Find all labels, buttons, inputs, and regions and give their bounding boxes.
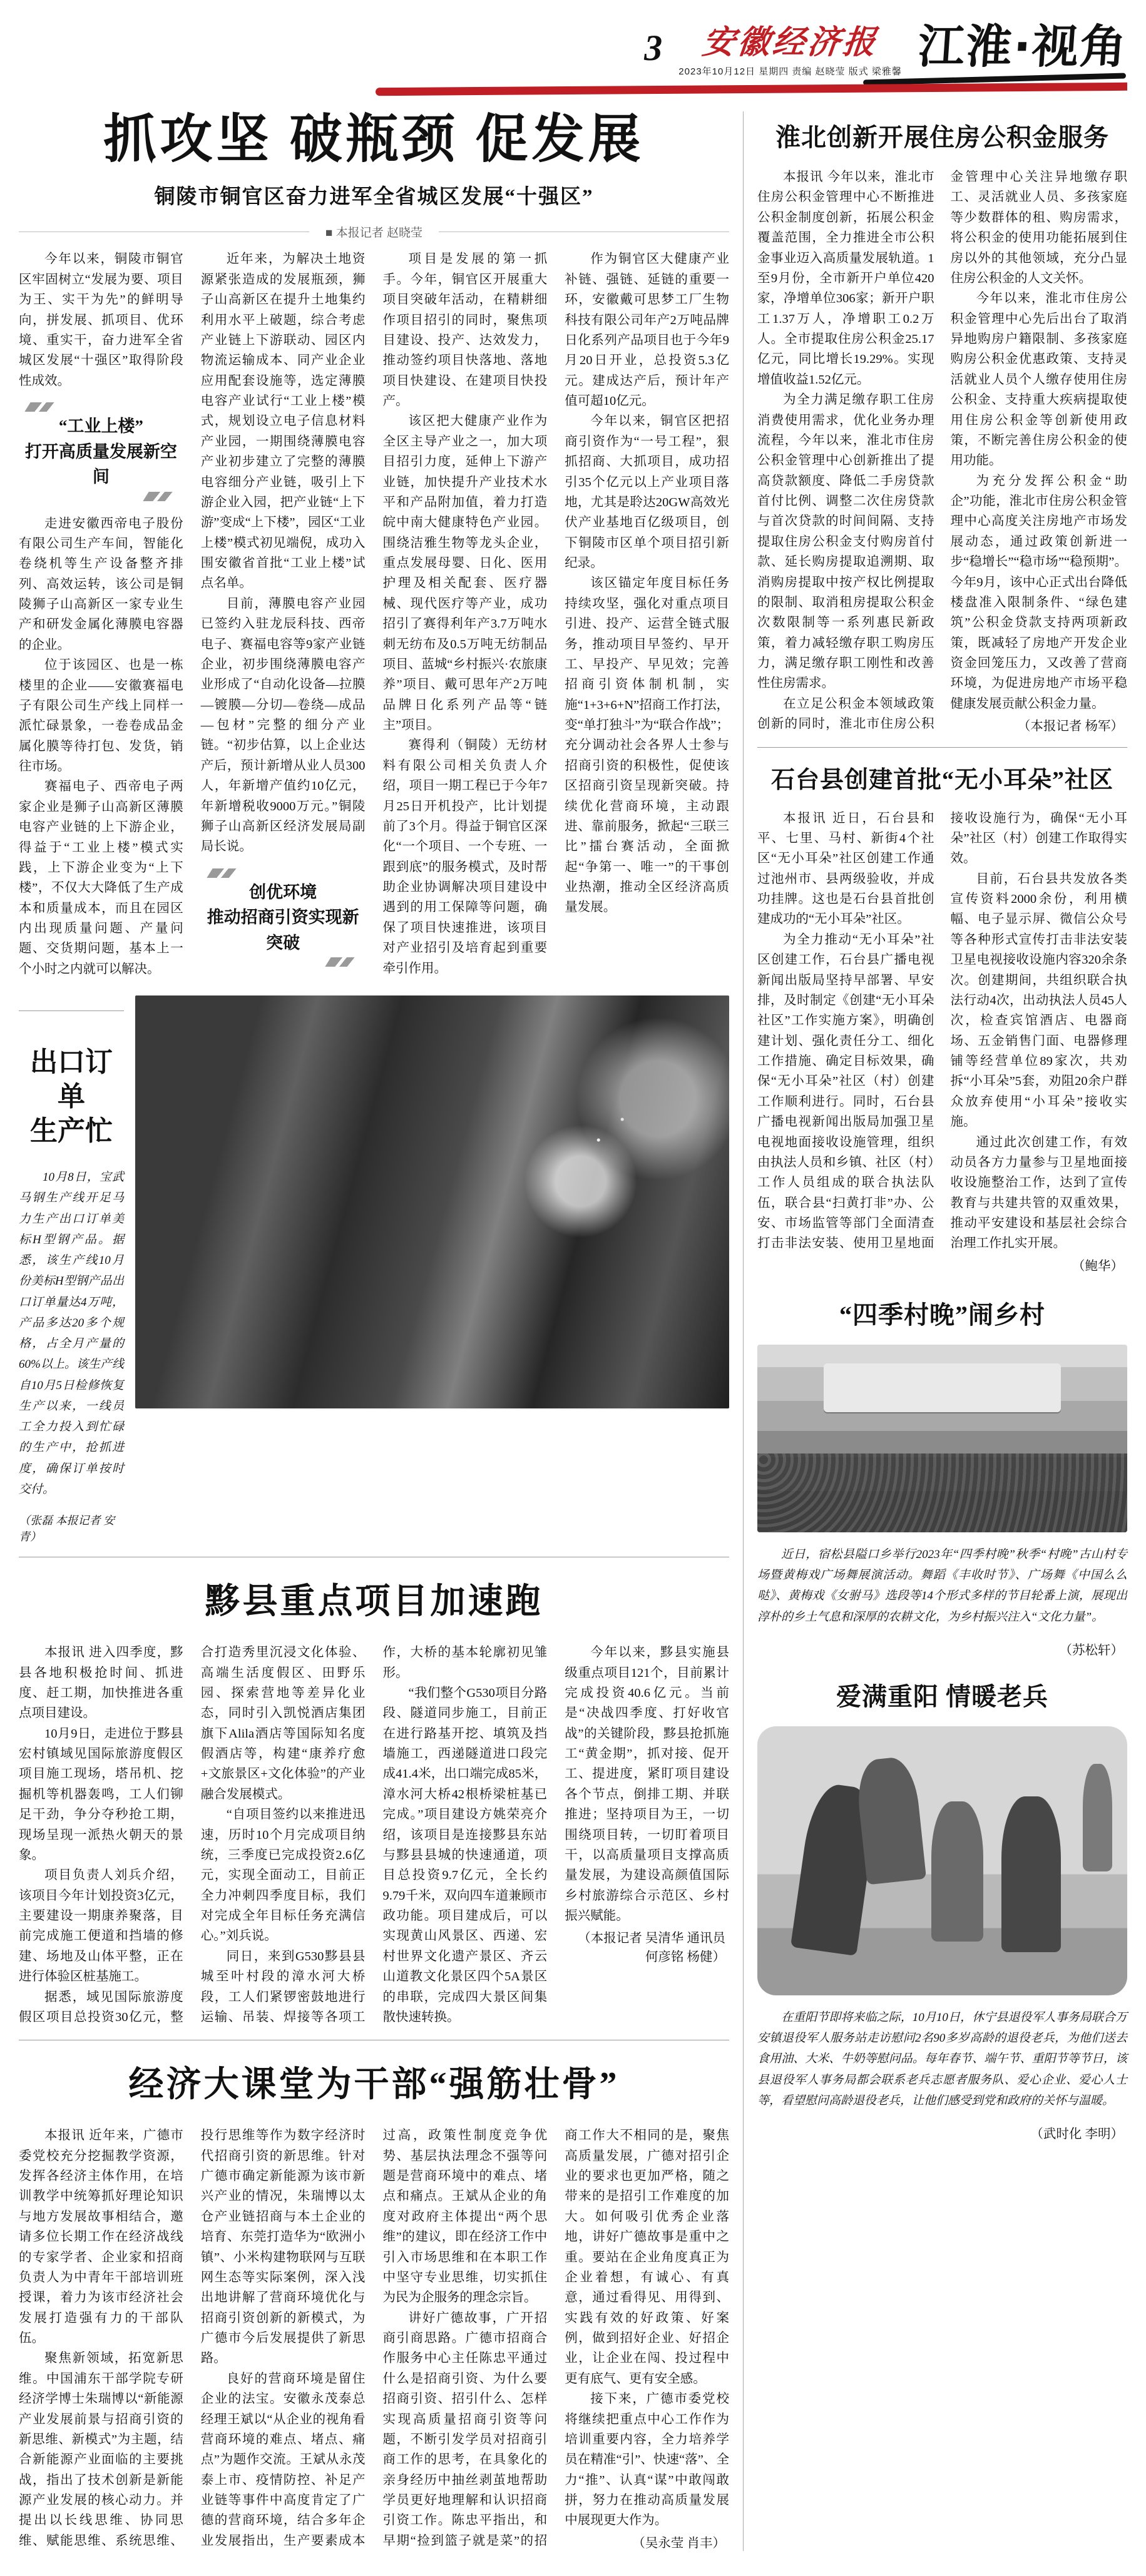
body-paragraph: 作为铜官区大健康产业补链、强链、延链的重要一环，安徽戴可思梦工厂生物科技有限公司年产2万吨品牌日化系列产品项目也于今年9月20日开业，总投资5.3亿元。建成达产后，预计年产值可超10亿元。 xyxy=(565,252,729,409)
chongyang-caption: 在重阳节即将来临之际，10月10日，休宁县退役军人事务局联合万安镇退役军人服务站走访慰问2名90多岁高龄的退役老兵，为他们送去食用油、大米、牛奶等慰问品。每年春节、端午节、重阳节等节日，该县退役军人事务局都会联系老兵志愿者服务队、爱心企业、爱心人士等，看望慰问高龄退役老兵，让他们感受到党和政府的关怀与温暖。 xyxy=(757,2010,1127,2107)
section-title: 江淮·视角 xyxy=(916,20,1130,74)
lead-headline: 抓攻坚 破瓶颈 促发展 xyxy=(103,111,645,169)
body-paragraph: 今年以来，黟县实施县级重点项目121个，目前累计完成投资40.6亿元。当前是“决战四季度、打好收官战”的关键阶段，黟县抢抓施工“黄金期”，抓对接、促开工、提进度，紧盯项目建设各个节点，倒排工期、并联推进；坚持项目为王，一切围绕项目转，一切盯着项目干，以高质量项目支撑高质量发展，为建设高颜值国际乡村旅游综合示范区、乡村振兴赋能。 xyxy=(565,1646,729,1923)
crosshead-line: 推动招商引资实现新突破 xyxy=(207,908,359,952)
body-paragraph: 今年以来，铜陵市铜官区牢固树立“发展为要、项目为王、实干为先”的鲜明导向，拼发展、抓项目、优环境、重实干，奋力进军全省城区发展“十强区”取得阶段性成效。 xyxy=(19,252,183,388)
lead-body-columns xyxy=(19,249,729,979)
body-paragraph: 今年以来，铜官区把招商引资作为“一号工程”，狠抓招商、大抓项目，成功招引35个亿元以上产业项目落地，尤其是聆达20GW高效光伏产业基地百亿级项目，创下铜陵市区单个项目招引新纪录。 xyxy=(565,414,729,571)
body-paragraph: 本报讯 近日，石台县和平、七里、马村、新街4个社区“无小耳朵”社区创建工作通过池州市、县两级验收，并成功挂牌。这也是石台县首批创建成功的“无小耳朵”社区。 xyxy=(757,811,934,927)
body-paragraph: 在立足公积金本领域政策创新的同时，淮北市住房公积金管理中心关注异地缴存职工、灵活就业人员、多孩家庭等少数群体的租、购房需求，将公积金的使用功能拓展到住房以外的其他领域，充分凸显住房公积金的人文关怀。 xyxy=(757,170,1127,731)
body-paragraph: 本报讯 今年以来，淮北市住房公积金管理中心不断推进公积金制度创新，拓展公积金覆盖范围，全力推进全市公积金事业迈入高质量发展轨道。1至9月份，全市新开户单位420家，净增单位306家；新开户职工1.37万人，净增职工0.2万人。全市提取住房公积金25.17亿元，同比增长19.29%。实现增值收益1.52亿元。 xyxy=(757,170,934,387)
body-paragraph: 该区把大健康产业作为全区主导产业之一，加大项目招引力度，延伸上下游产业链，加快提升产业技术水平和产品附加值，着力打造皖中南大健康特色产业园。围绕洁雅生物等龙头企业，重点发展母婴、日化、医用护理及相关配套、医疗器械、现代医疗等产业，成功招引了赛得利年产3.7万吨水刺无纺布及0.5万吨无纺制品项目、蓝城“乡村振兴·农旅康养”项目、戴可思年产2万吨品牌日化系列产品等“链主”项目。 xyxy=(382,414,548,733)
sidebar-column-area xyxy=(743,111,1127,2551)
body-paragraph: 接下来，广德市委党校将继续把重点中心工作作为培训重要内容，全力培养学员在精准“引”、快速“落”、全力“推”、认真“谋”中敢闯敢拼，努力在推动高质量发展中展现更大作为。 xyxy=(565,2392,729,2528)
header-red-swoosh xyxy=(376,83,1127,96)
body-paragraph: 项目是发展的第一抓手。今年，铜官区开展重大项目突破年活动，在精耕细作项目招引的同时，聚焦项目建设、投产、达效发力，推动签约项目快落地、落地项目快建设、在建项目快投产。 xyxy=(382,252,548,409)
body-paragraph: 良好的营商环境是留住企业的法宝。安徽永茂泰总经理王斌以“从企业的视角看营商环境的难点、堵点、痛点”为题作交流。王斌从永茂泰上市、疫情防控、补足产业链等事件中高度肯定了广德的营商环境，结合多年企业发展指出，生产要素成本过高，政策性制度竞争优势、基层执法理念不强等问题是营商环境中的难点、堵点和痛点。王斌从企业的角度对政府主体提出“两个思维”的建议，即在经济工作中引入市场思维和在本职工作中坚守专业思维，切实抓住为民为企服务的理念宗旨。 xyxy=(200,2129,548,2548)
shitai-headline: 石台县创建首批“无小耳朵”社区 xyxy=(770,766,1113,793)
village-gala-photo xyxy=(757,1345,1127,1532)
article-village-gala xyxy=(757,1295,1127,1658)
export-headline-line1: 出口订单 xyxy=(30,1047,113,1112)
body-paragraph: 本报讯 进入四季度，黟县各地积极抢时间、抓进度、赶工期，加快推进各重点项目建设。 xyxy=(19,1646,183,1721)
body-paragraph: 目前，薄膜电容产业园已签约入驻龙辰科技、西帝电子、赛福电容等9家产业链企业，初步围绕薄膜电容产业形成了“自动化设备—拉膜—镀膜—分切—卷绕—成品—包材”完整的细分产业链。“初步估算，以上企业达产后，预计新增从业人员300人，年新增产值约10亿元，年新增税收9000万元。”铜陵狮子山高新区经济发展局副局长说。 xyxy=(200,596,366,854)
article-lead xyxy=(19,111,729,979)
crosshead-line: “工业上楼” xyxy=(58,417,143,436)
huaibei-body-columns xyxy=(757,167,1127,735)
lead-subheadline: 铜陵市铜官区奋力进军全省城区发展“十强区” xyxy=(154,186,594,209)
huaibei-byline: （本报记者 杨军） xyxy=(1017,720,1123,734)
body-paragraph: 10月9日，走进位于黟县宏村镇域见国际旅游度假区项目施工现场，塔吊机、挖掘机等机器轰鸣，工人们铆足干劲，争分夺秒抢工期，现场呈现一派热火朝天的景象。 xyxy=(19,1726,183,1862)
cunwan-headline: “四季村晚”闹乡村 xyxy=(839,1300,1045,1329)
body-paragraph: 近年来，为解决土地资源紧张造成的发展瓶颈，狮子山高新区在提升土地集约利用水平上破题，综合考虑产业链上下游联动、园区内物流运输成本、同产业企业应用配套设施等，选定薄膜电容产业试行“工业上楼”模式，规划设立电子信息材料产业园，一期围绕薄膜电容产业初步建立了完整的薄膜电容细分产业链，吸引上下游企业入园，把产业链“上下游”变成“上下楼”，园区“工业上楼”模式初见端倪，成功入围安徽省首批“工业上楼”试点名单。 xyxy=(200,252,366,591)
export-orders-byline: （张磊 本报记者 安青） xyxy=(19,1514,115,1544)
photo-figure xyxy=(1001,1796,1061,1952)
body-paragraph: 聚焦新领域，拓宽新思维。中国浦东干部学院专研经济学博士朱瑞博以“新能源产业发展前景与招商引资的新思维、新模式”为主题，结合新能源产业面临的主要挑战，指出了技术创新是新能源产业发展的核心动力。并提出以长线思维、协同思维、赋能思维、系统思维、投行思维等作为数字经济时代招商引资的新思维。针对广德市确定新能源为该市新兴产业的情况，朱瑞博以太仓产业链招商与本土企业的培育、东莞打造华为“欧洲小镇”、小米构建物联网与互联网生态等实际案例，深入浅出地讲解了营商环境优化与招商引资创新的新模式，为广德市今后发展提供了新思路。 xyxy=(19,2129,366,2548)
body-paragraph: 项目负责人刘兵介绍，该项目今年计划投资3亿元，主要建设一期康养聚落，目前完成施工便道和挡墙的修建、场地及山体平整，正在进行体验区桩基施工。 xyxy=(19,1868,183,1984)
crosshead-line: 创优环境 xyxy=(249,882,317,902)
body-paragraph: 本报讯 近年来，广德市委党校充分挖掘教学资源，发挥各经济主体作用，在培训教学中统筹抓好理论知识与地方发展故事相结合，邀请多位长期工作在经济战线的专家学者、企业家和招商负责人为中青年干部培训班授课，着力为该市经济社会发展打造强有力的干部队伍。 xyxy=(19,2129,183,2346)
main-column-area xyxy=(19,111,743,2551)
guangde-byline: （吴永莹 肖丰） xyxy=(632,2536,725,2550)
body-paragraph: “自项目签约以来推进迅速，历时10个月完成项目纳统，三季度已完成投资2.6亿元，实现全面动工，目前正全力冲刺四季度目标，我们对完成全年目标任务充满信心。”刘兵说。 xyxy=(200,1808,366,1943)
audience-crowd xyxy=(757,1453,1127,1532)
yixian-body-columns xyxy=(19,1642,729,2027)
factory-production-photo xyxy=(135,995,729,1408)
lead-photo-row xyxy=(19,995,729,1544)
body-paragraph: 目前，石台县共发放各类宣传资料2000余份，利用横幅、电子显示屏、微信公众号等各种形式宣传打击非法安装卫星电视接收设施内容320余条次。创建期间，共组织联合执法行动4次，出动执法人员45人次，检查宾馆酒店、电器商场、五金销售门面、电器修理铺等经营单位89家次，共劝拆“小耳朵”5套，劝阻20余户群众放弃使用“小耳朵”接收实施。 xyxy=(950,872,1127,1129)
stage-banner xyxy=(824,1363,1060,1412)
lead-byline: ■ 本报记者 赵晓莹 xyxy=(325,227,423,240)
article-guangde-classroom xyxy=(19,2057,729,2551)
shitai-byline: （鲍华） xyxy=(1072,1259,1123,1273)
page-header xyxy=(19,11,1130,86)
yixian-headline: 黟县重点项目加速跑 xyxy=(205,1582,543,1622)
article-yixian-projects xyxy=(19,1574,729,2027)
article-shitai-community xyxy=(757,760,1127,1274)
article-veterans-care xyxy=(757,1677,1127,2142)
body-paragraph: 赛得利（铜陵）无纺材料有限公司相关负责人介绍，项目一期工程已于今年7月25日开机投产，比计划提前了3个月。得益于铜官区深化“一个项目、一个专班、一跟到底”的服务模式，及时帮助企业协调解决项目建设中遇到的用工保障等问题，确保了项目快速推进，该项目对产业招引及培育起到重要牵引作用。 xyxy=(382,738,548,975)
guangde-headline: 经济大课堂为干部“强筋壮骨” xyxy=(128,2065,620,2105)
body-paragraph: 为充分发挥公积金“助企”功能，淮北市住房公积金管理中心高度关注房地产市场发展动态，通过政策创新进一步“稳增长”“稳市场”“稳预期”。今年9月，该中心正式出台降低楼盘准入限制条件、“绿色建筑”公积金贷款支持两项新政策，既减轻了房地产开发企业资金回笼压力，又改善了营商环境，为促进房地产市场平稳健康发展贡献公积金力量。 xyxy=(950,474,1127,711)
body-paragraph: 据悉，域见国际旅游度假区项目总投资30亿元，整合打造秀里沉浸文化体验、高端生活度假区、田野乐园、探索营地等差异化业态，同时引入凯悦酒店集团旗下Alila酒店等国际知名度假酒店等，构建“康养疗愈+文旅景区+文化体验”的产业融合发展模式。 xyxy=(19,1646,366,2024)
photo-figure xyxy=(931,1801,983,1942)
photo-figure xyxy=(1083,1764,1112,1871)
lead-byline-row xyxy=(19,223,729,240)
crosshead-industry-upstairs xyxy=(21,404,181,501)
chongyang-byline: （武时化 李明） xyxy=(1030,2127,1123,2141)
divider xyxy=(757,747,1127,748)
dateline: 2023年10月12日 星期四 责编 赵晓莹 版式 梁雅馨 xyxy=(678,66,902,77)
article-huaibei-fund xyxy=(757,118,1127,735)
article-export-orders xyxy=(19,995,124,1544)
body-paragraph: 通过此次创建工作，有效动员各方力量参与卫星地面接收设施整治工作，达到了宣传教育与共建共管的双重效果，推动平安建设和基层社会综合治理工作扎实开展。 xyxy=(950,1135,1127,1251)
body-paragraph: 同日，来到G530黟县县城至叶村段的漳水河大桥段，工人们紧锣密鼓地进行运输、吊装、焊接等各项工作，大桥的基本轮廓初见雏形。 xyxy=(200,1646,548,2024)
body-paragraph: 为全力满足缴存职工住房消费使用需求，优化业务办理流程，今年以来，淮北市住房公积金管理中心创新推出了提高贷款额度、降低二手房贷款首付比例、调整二次住房贷款与首次贷款的时间间隔、支持提取住房公积金支付购房首付款、延长购房提取追溯期、取消购房提取中按产权比例提取的限制、取消租房提取公积金次数限制等一系列惠民新政策，着力减轻缴存职工购房压力，满足缴存职工刚性和改善性住房需求。 xyxy=(757,393,934,691)
yixian-byline: （本报记者 吴清华 通讯员 何彦铭 杨健） xyxy=(578,1932,725,1965)
body-paragraph: 讲好广德故事，广开招商引商思路。广德市招商合作服务中心主任陈忠平通过什么是招商引资、为什么要招商引资、招引什么、怎样实现高质量招商引资等问题，不断引发学员对招商引商工作的思考，在具象化的亲身经历中抽丝剥茧地帮助学员更好地理解和认识招商引资工作。陈忠平指出，和早期“捡到篮子就是菜”的招商工作大不相同的是，聚焦高质量发展，广德对招引企业的要求也更加严格，随之带来的是招引工作难度的加大。如何吸引优秀企业落地，讲好广德故事是重中之重。要站在企业角度真正为企业着想，有诚心、有真意，通过看得见、用得到、实践有效的好政策、好案例，做到招好企业、好招企业，让企业在闯、投过程中更有底气、更有安全感。 xyxy=(382,2129,729,2548)
export-orders-headline xyxy=(19,1045,124,1148)
body-paragraph: 赛福电子、西帝电子两家企业是狮子山高新区薄膜电容产业链的上下游企业，得益于“工业上楼”模式实践，上下游企业变为“上下楼”，不仅大大降低了生产成本和质量成本，而且在园区内出现质量问题、产量问题、交货期问题，基本上一个小时之内就可以解决。 xyxy=(19,780,183,976)
cunwan-caption: 近日，宿松县隘口乡举行2023年“四季村晚”秋季“村晚”古山村专场暨黄梅戏广场舞展演活动。舞蹈《丰收时节》、广场舞《中国么么哒》、黄梅戏《女驸马》选段等14个形式多样的节目轮番上演，展现出淳朴的乡土气息和深厚的农耕文化，为乡村振兴注入“文化力量”。 xyxy=(757,1547,1127,1624)
crosshead-line: 打开高质量发展新空间 xyxy=(24,442,177,487)
shitai-body-columns xyxy=(757,808,1127,1274)
crosshead-environment xyxy=(203,870,363,967)
photo-figure xyxy=(854,1756,926,1885)
body-paragraph: 为全力推动“无小耳朵”社区创建工作，石台县广播电视新闻出版局坚持早部署、早安排，及时制定《创建“无小耳朵社区”工作实施方案》，明确创建计划、强化责任分工、细化工作措施、确定目标效果，确保“无小耳朵”社区（村）创建工作顺利进行。同时，石台县广播电视新闻出版局加强卫星电视地面接收设施管理，组织由执法人员和乡镇、社区（村）工作人员组成的联合执法队伍，联合县“扫黄打非”办、公安、市场监管等部门全面清查打击非法安装、使用卫星地面接收设施行为，确保“无小耳朵”社区（村）创建工作取得实效。 xyxy=(757,811,1127,1251)
newspaper-masthead: 安徽经济报 xyxy=(700,25,880,61)
export-orders-caption: 10月8日，宝武马钢生产线开足马力生产出口订单美标H型钢产品。据悉，该生产线10月份美标H型钢产品出口订单量达4万吨，产品多达20多个规格，占全月产量的60%以上。该生产线自10月5日检修恢复生产以来，一线员工全力投入到忙碌的生产中，抢抓进度，确保订单按时交付。 xyxy=(19,1171,124,1496)
body-paragraph: 该区锚定年度目标任务持续攻坚，强化对重点项目引进、投产、运营全链式服务，推动项目早签约、早开工、早投产、早见效；完善招商引资体制机制，实施“1+3+6+N”招商工作打法，变“单打独斗”为“联合作战”；充分调动社会各界人士参与招商引资的积极性，促使该区招商引资呈现新突破。持续优化营商环境，主动跟进、靠前服务，掀起“三联三比”擂台赛活动，全面掀起“争第一、唯一”的干事创业热潮，推动全区经济高质量发展。 xyxy=(565,576,729,915)
body-paragraph: 位于该园区、也是一栋楼里的企业——安徽赛福电子有限公司生产线上同样一派忙碌景象，一卷卷成品金属化膜等待打包、发货，销往市场。 xyxy=(19,658,183,774)
cunwan-byline: （苏松轩） xyxy=(1059,1643,1123,1657)
body-paragraph: “我们整个G530项目分路段、隧道同步施工，目前正在进行路基开挖、填筑及挡墙施工，西递隧道进口段完成41.4米，出口端完成85米，漳水河大桥42根桥梁桩基已完成。”项目建设方姚荣亮介绍，该项目是连接黟县东站与黟县县城的快速通道，项目总投资9.7亿元，全长约9.79千米，双向四车道兼顾市政功能。项目建成后，可以实现黄山风景区、西递、宏村世界文化遗产景区、齐云山道教文化景区四个5A景区的串联，完成四大景区间集散快速转换。 xyxy=(382,1686,548,2024)
export-headline-line2: 生产忙 xyxy=(30,1116,113,1147)
body-paragraph: 走进安徽西帝电子股份有限公司生产车间，智能化卷绕机等生产设备整齐排列、高效运转，该公司是铜陵狮子山高新区一家专业生产和研发金属化薄膜电容器的企业。 xyxy=(19,516,183,652)
body-paragraph: 今年以来，淮北市住房公积金管理中心先后出台了取消异地购房户籍限制、多孩家庭购房公积金优惠政策、支持灵活就业人员个人缴存使用住房公积金、支持重大疾病提取使用住房公积金等创新使用政策，不断完善住房公积金的使用功能。 xyxy=(950,292,1127,468)
chongyang-headline: 爱满重阳 情暖老兵 xyxy=(836,1682,1048,1711)
veterans-visit-photo xyxy=(757,1726,1127,1995)
huaibei-headline: 淮北创新开展住房公积金服务 xyxy=(775,123,1109,151)
page-number: 3 xyxy=(644,28,663,68)
guangde-body-columns xyxy=(19,2125,729,2551)
